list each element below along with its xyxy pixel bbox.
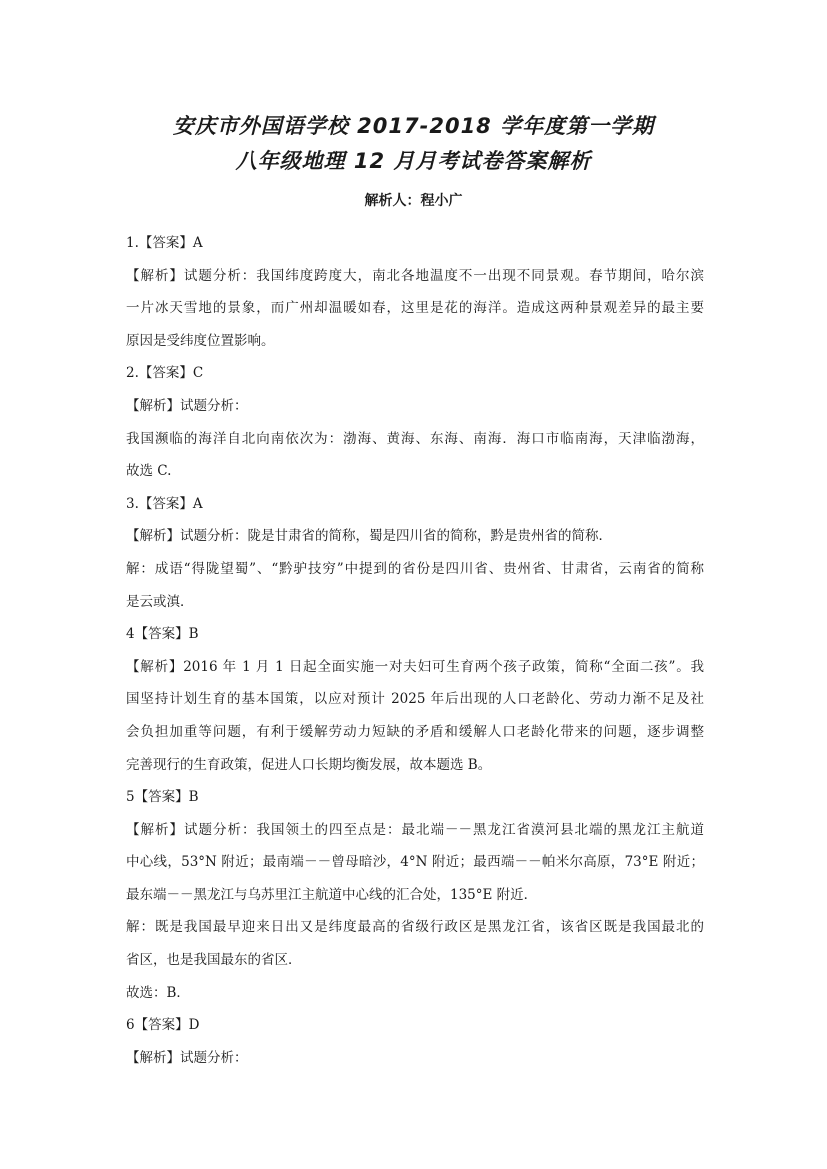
- text-line: 4【答案】B: [126, 626, 199, 643]
- text-line: 省区，也是我国最东的省区．: [126, 952, 302, 969]
- text-line: 我国濒临的海洋自北向南依次为：渤海、黄海、东海、南海．海口市临南海，天津临渤海，: [126, 430, 704, 447]
- text-line: 是云或滇．: [126, 593, 194, 610]
- text-line: 故选 C.: [126, 463, 172, 480]
- text-line: 完善现行的生育政策，促进人口长期均衡发展，故本题选 B。: [126, 756, 492, 773]
- text-line: 【解析】2016 年 1 月 1 日起全面实施一对夫妇可生育两个孩子政策，简称“全面二孩”。我: [126, 658, 704, 675]
- text-line: 【解析】试题分析：我国纬度跨度大，南北各地温度不一出现不同景观。春节期间，哈尔滨: [126, 267, 704, 284]
- text-line: 会负担加重等问题，有利于缓解劳动力短缺的矛盾和缓解人口老龄化带来的问题，逐步调整: [126, 723, 704, 740]
- text-line: 【解析】试题分析：: [126, 1049, 248, 1066]
- text-line: 3.【答案】A: [126, 495, 203, 512]
- text-line: 【解析】试题分析：我国领土的四至点是：最北端－－黑龙江省漠河县北端的黑龙江主航道: [126, 821, 704, 838]
- text-line: 解：既是我国最早迎来日出又是纬度最高的省级行政区是黑龙江省，该省区既是我国最北的: [126, 919, 704, 936]
- document-title-line1: 安庆市外国语学校 2017-2018 学年度第一学期: [172, 114, 655, 138]
- text-line: 6【答案】D: [126, 1017, 200, 1034]
- answer-body: [126, 227, 704, 1074]
- text-line: 2.【答案】C: [126, 365, 204, 382]
- text-line: 国坚持计划生育的基本国策，以应对预计 2025 年后出现的人口老龄化、劳动力渐不足及社: [126, 691, 704, 708]
- text-line: 5【答案】B: [126, 789, 199, 806]
- text-line: 解：成语“得陇望蜀”、“黔驴技穷”中提到的省份是四川省、贵州省、甘肃省，云南省的简称: [126, 560, 704, 577]
- text-line: 1.【答案】A: [126, 235, 203, 251]
- text-line: 最东端－－黑龙江与乌苏里江主航道中心线的汇合处，135°E 附近．: [126, 886, 538, 903]
- text-line: 【解析】试题分析：: [126, 397, 248, 414]
- text-line: 原因是受纬度位置影响。: [126, 332, 275, 349]
- text-line: 中心线，53°N 附近；最南端－－曾母暗沙，4°N 附近；最西端－－帕米尔高原，73°E 附近；: [126, 854, 704, 871]
- text-line: 一片冰天雪地的景象，而广州却温暖如春，这里是花的海洋。造成这两种景观差异的最主要: [126, 300, 704, 317]
- text-line: 故选：B．: [126, 984, 190, 1001]
- document-title-line2: 八年级地理 12 月月考试卷答案解析: [235, 149, 592, 173]
- text-line: 【解析】试题分析：陇是甘肃省的简称，蜀是四川省的简称，黔是贵州省的简称．: [126, 528, 612, 545]
- author-line: 解析人：程小广: [364, 193, 463, 209]
